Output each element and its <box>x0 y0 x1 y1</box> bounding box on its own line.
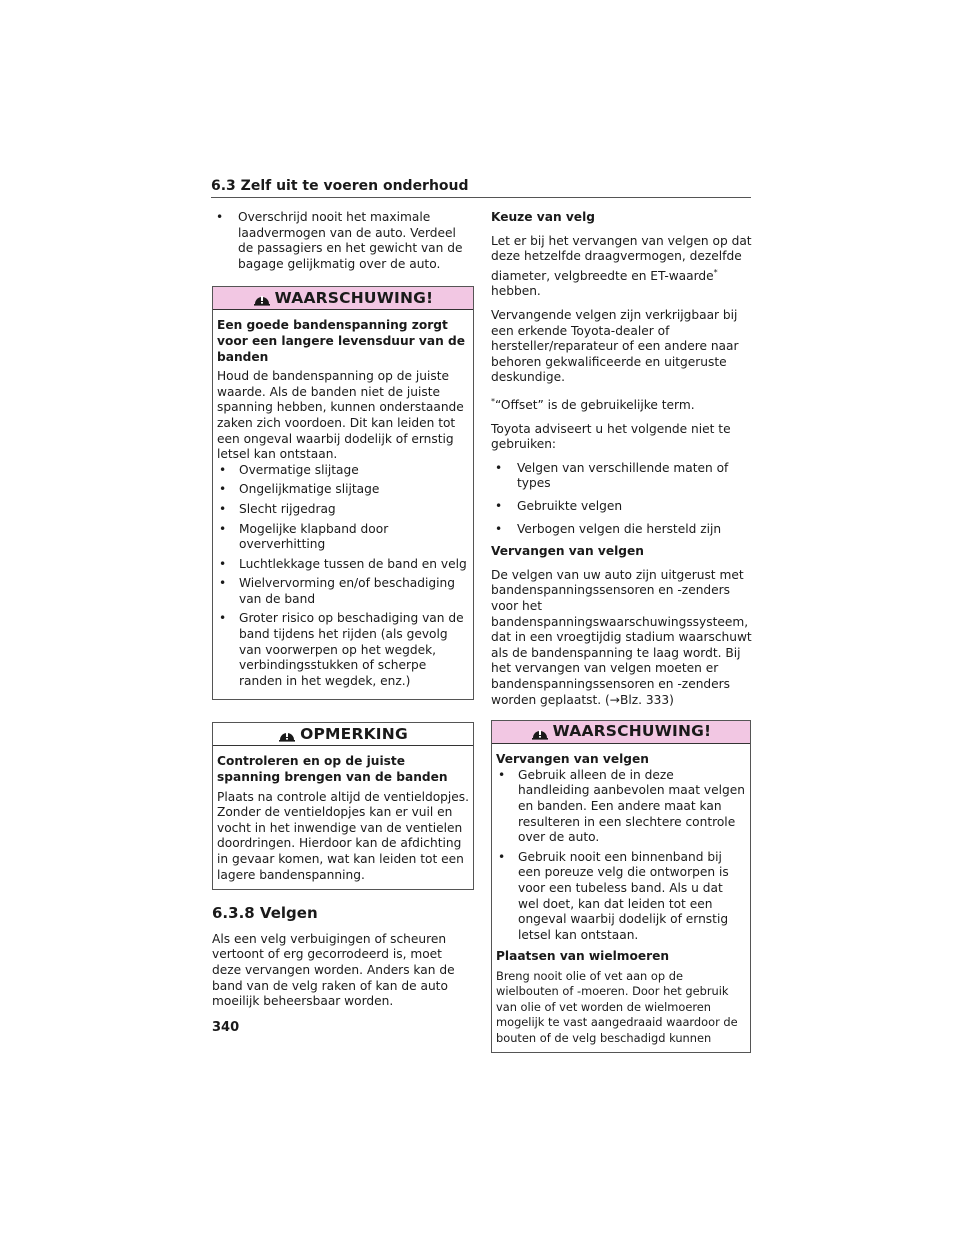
keuze-title: Keuze van velg <box>491 210 595 224</box>
list-item: • Slecht rijgedrag <box>217 502 469 518</box>
warning-box-header <box>492 721 750 744</box>
warning-subtitle: Vervangen van velgen <box>496 752 649 767</box>
page-number: 340 <box>212 1020 240 1035</box>
list-item: • Luchtlekkage tussen de band en velg <box>217 557 469 573</box>
warning-subtitle: Een goede bandenspanning zorgt voor een langere levensduur van de banden <box>217 318 465 364</box>
warning-icon <box>531 724 549 740</box>
warning-icon <box>278 726 296 742</box>
note-text: Plaats na controle altijd de ventieldopjes. Zonder de ventieldopjes kan er vuil en vocht in het inwendige van de ventielen doordringen. Hierdoor kan de afdichting in gevaar komen, wat kan leiden tot een lagere bandenspanning. <box>217 789 470 882</box>
section-header: 6.3 Zelf uit te voeren onderhoud <box>211 178 751 198</box>
warning-box-title: WAARSCHUWING! <box>552 722 712 741</box>
right-column <box>491 210 753 1053</box>
footnote: *“Offset” is de gebruikelijke term. <box>491 397 695 413</box>
list-item: • Wielvervorming en/of beschadiging van de band <box>217 576 469 607</box>
list-item: • Ongelijkmatige slijtage <box>217 482 469 498</box>
warning-subtitle-2: Plaatsen van wielmoeren <box>496 949 670 964</box>
warning-icon <box>253 290 271 306</box>
list-item: • Gebruik nooit een binnenband bij een poreuze velg die ontworpen is voor een tubeless band. Als u dat wel doet, kan dat leiden tot een ongeval waarbij dodelijk of ernstig letsel kan ontstaan. <box>496 850 746 944</box>
warning-text: Houd de bandenspanning op de juiste waarde. Als de banden niet de juiste spanning hebben, kunnen onderstaande zaken zich voordoen. Dit kan leiden tot een ongeval waarbij dodelijk of ernstig letsel kan ontstaan. <box>217 369 464 462</box>
vervangen-text: De velgen van uw auto zijn uitgerust met bandenspanningssensoren en -zenders voor het bandenspanningswaarschuwingssysteem, dat in een vroegtijdig stadium waarschuwt als de bandenspanning te laag wordt. Bij het vervangen van velgen moeten er bandenspanningssensoren en -zenders worden geplaatst. (→Blz. 333) <box>491 567 752 707</box>
keuze-text: Let er bij het vervangen van velgen op dat deze hetzelfde draagvermogen, dezelfde diameter, velgbreedte en ET-waarde* hebben. <box>491 233 752 299</box>
note-box-header <box>213 723 473 746</box>
list-item: • Mogelijke klapband door oververhitting <box>217 522 469 553</box>
list-item: • Velgen van verschillende maten of types <box>491 461 753 492</box>
section-text: Als een velg verbuigingen of scheuren vertoont of erg gecorrodeerd is, moet deze vervangen worden. Anders kan de band van de velg raken of kan de auto moeilijk beheersbaar worden. <box>212 931 455 1009</box>
advice-list <box>491 461 753 537</box>
warning-text-2: Breng nooit olie of vet aan op de wielbouten of -moeren. Door het gebruik van olie of vet worden de wielmoeren mogelijk te vast aangedraaid waardoor de bouten of de velg beschadigd kunnen <box>496 968 738 1045</box>
list-item: • Gebruikte velgen <box>491 499 753 515</box>
warning-box-tire-pressure <box>212 286 474 700</box>
warning-box-header <box>213 287 473 310</box>
note-box-valve-caps <box>212 722 474 890</box>
note-subtitle: Controleren en op de juiste spanning brengen van de banden <box>217 754 448 785</box>
list-item: • Verbogen velgen die hersteld zijn <box>491 522 753 538</box>
dealer-text: Vervangende velgen zijn verkrijgbaar bij een erkende Toyota-dealer of hersteller/reparateur of een andere naar behoren gekwalificeerde en uitgeruste deskundige. <box>491 308 739 385</box>
list-item: • Groter risico op beschadiging van de band tijdens het rijden (als gevolg van voorwerpen op het wegdek, verbindingsstukken of scherpe randen in het wegdek, enz.) <box>217 611 469 689</box>
section-title-velgen: 6.3.8 Velgen <box>212 904 318 923</box>
list-item: • Gebruik alleen de in deze handleiding aanbevolen maat velgen en banden. Een andere maat kan resulteren in een slechtere controle over de auto. <box>496 768 746 846</box>
note-box-title: OPMERKING <box>300 724 408 743</box>
warning-box-wheels <box>491 720 751 1053</box>
intro-bullet: • Overschrijd nooit het maximale laadvermogen van de auto. Verdeel de passagiers en het gewicht van de bagage gelijkmatig over de auto. <box>212 210 474 272</box>
left-column <box>212 210 474 1018</box>
warning-list <box>217 463 469 690</box>
advice-text: Toyota adviseert u het volgende niet te gebruiken: <box>491 421 731 452</box>
list-item: • Overmatige slijtage <box>217 463 469 479</box>
vervangen-title: Vervangen van velgen <box>491 544 644 559</box>
warning-list <box>496 768 746 944</box>
warning-box-title: WAARSCHUWING! <box>274 288 434 307</box>
